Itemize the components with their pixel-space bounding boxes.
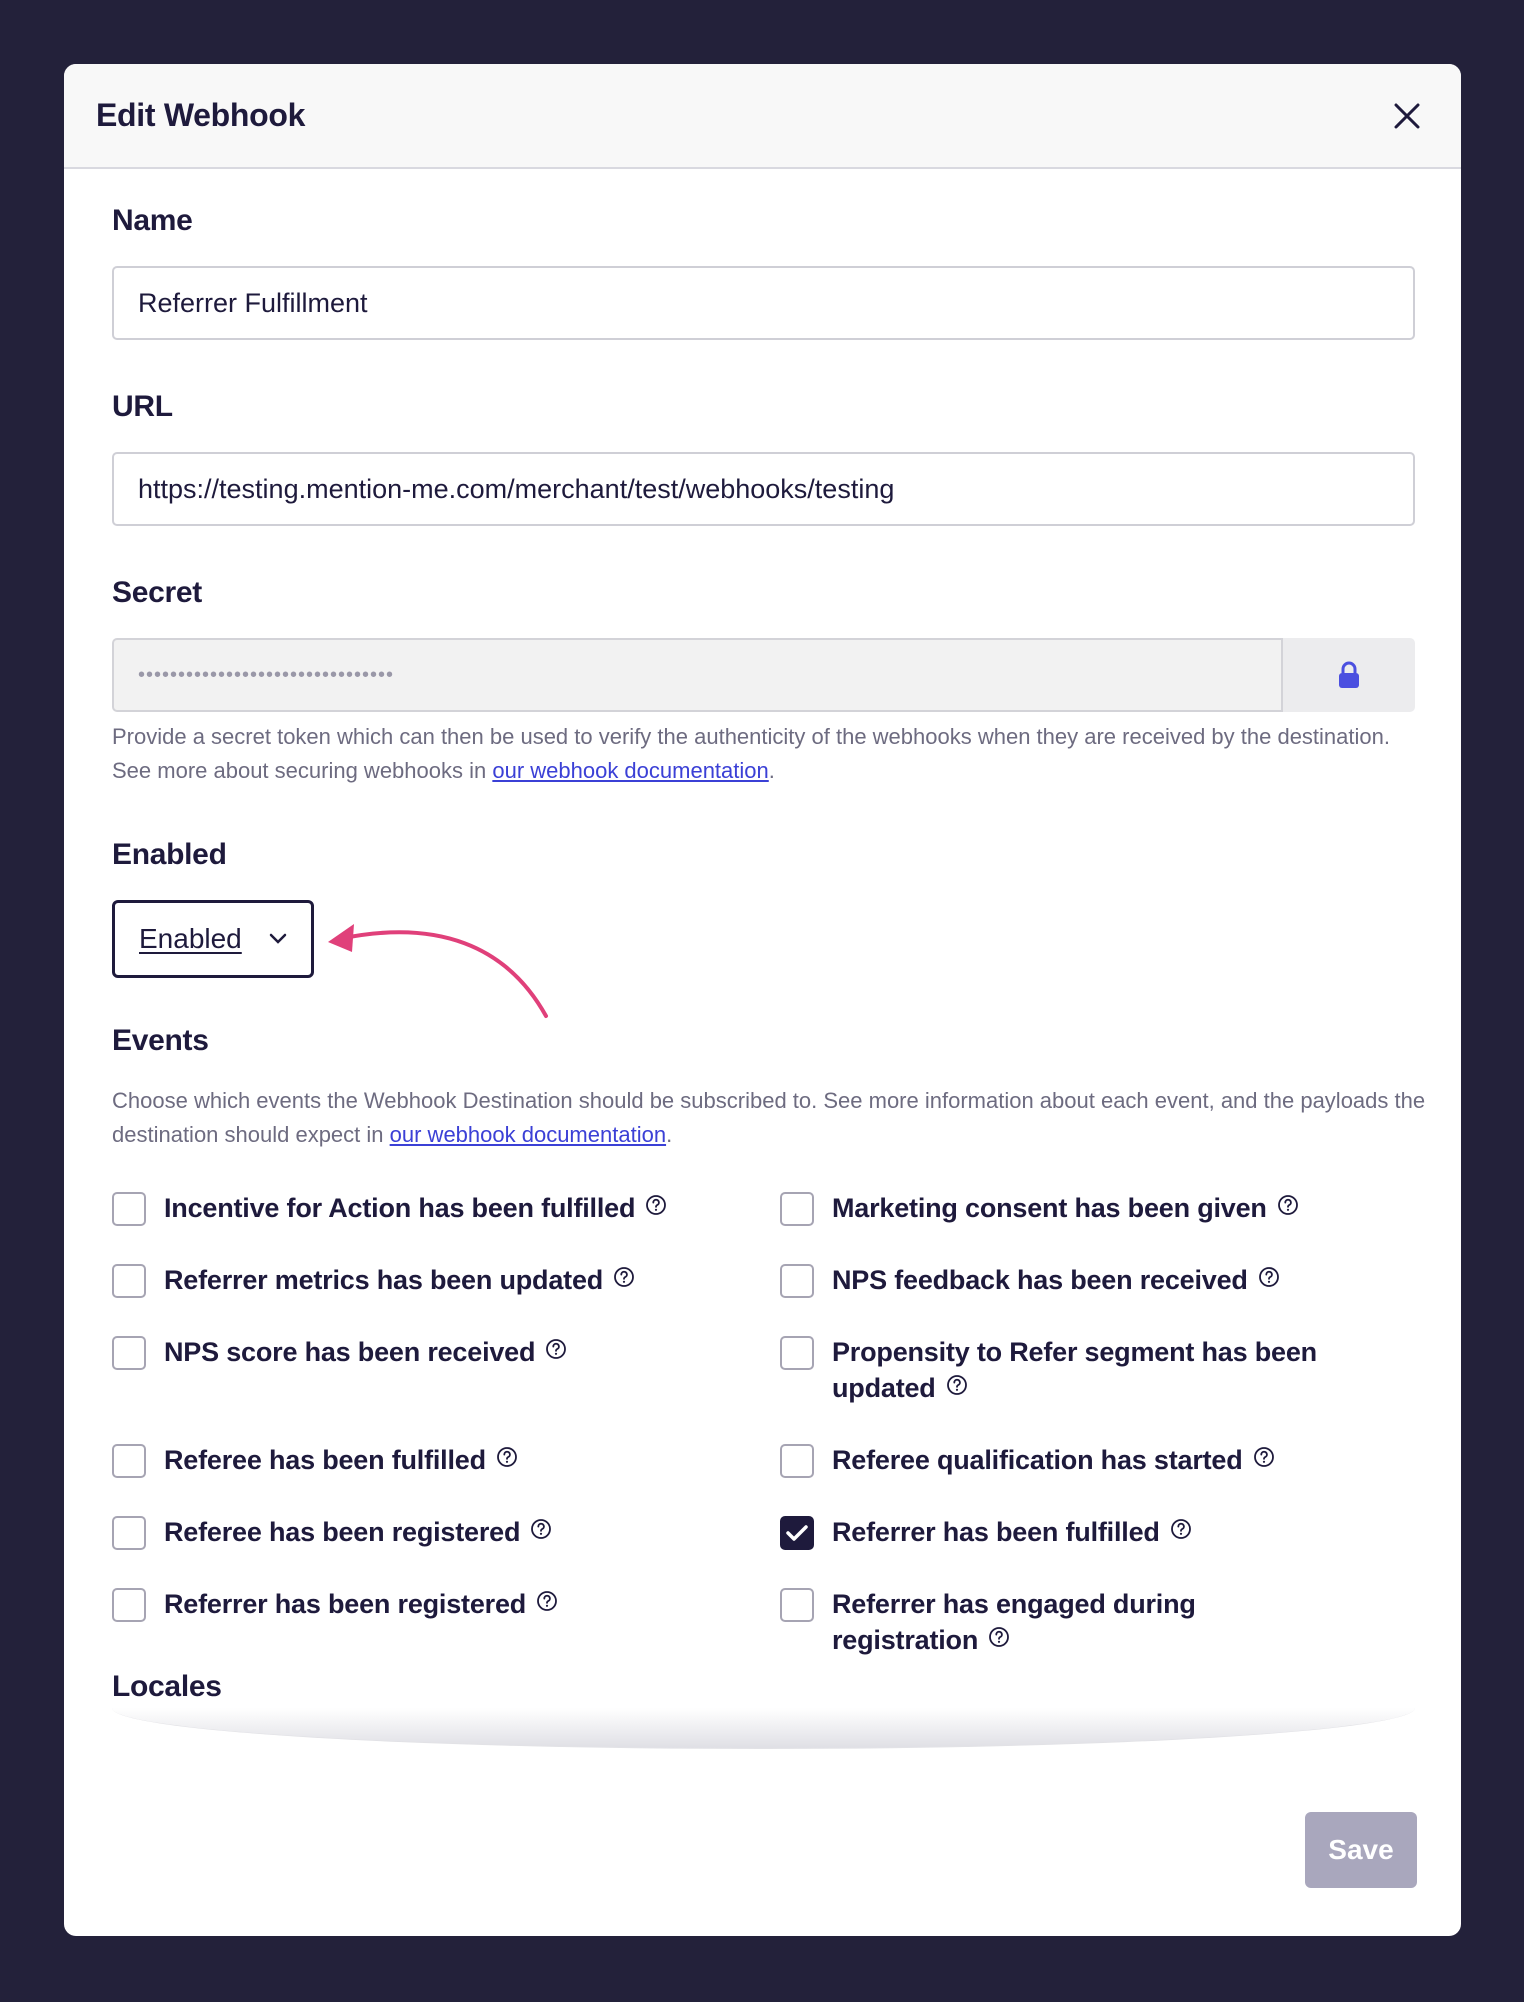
secret-help-body: Provide a secret token which can then be used to verify the authenticity of the webhooks when they are received by the destination. See more about securing webhooks in (112, 724, 1390, 783)
close-icon (1393, 102, 1421, 130)
help-circle-icon[interactable] (545, 1333, 567, 1369)
enabled-select-value: Enabled (139, 923, 242, 954)
help-circle-icon[interactable] (1253, 1441, 1275, 1477)
checkmark-icon (786, 1524, 808, 1542)
event-label[interactable] (832, 1262, 1280, 1298)
event-option[interactable] (112, 1586, 558, 1622)
secret-help-text (112, 720, 1432, 788)
enabled-label: Enabled (112, 838, 227, 871)
enabled-select[interactable] (112, 900, 314, 978)
event-checkbox[interactable] (780, 1588, 814, 1622)
event-label-text: Referee has been fulfilled (164, 1445, 486, 1475)
event-label-text: Referrer has been registered (164, 1589, 527, 1619)
url-label: URL (112, 390, 173, 423)
events-help-link[interactable]: our webhook documentation (389, 1122, 667, 1147)
events-label: Events (112, 1024, 209, 1057)
annotation-arrow (316, 894, 616, 1034)
event-option[interactable] (112, 1190, 667, 1226)
event-option[interactable] (780, 1190, 1299, 1226)
event-label[interactable] (164, 1586, 558, 1622)
help-circle-icon[interactable] (613, 1261, 635, 1297)
event-label[interactable] (832, 1334, 1340, 1406)
event-checkbox[interactable] (780, 1192, 814, 1226)
help-circle-icon[interactable] (536, 1585, 558, 1621)
help-circle-icon[interactable] (645, 1189, 667, 1225)
event-option[interactable] (780, 1262, 1280, 1298)
modal-title: Edit Webhook (96, 97, 306, 133)
event-checkbox[interactable] (112, 1192, 146, 1226)
edit-webhook-modal (64, 64, 1461, 1936)
event-checkbox[interactable] (780, 1264, 814, 1298)
event-label[interactable] (832, 1586, 1340, 1658)
events-help-text (112, 1084, 1432, 1152)
event-label-text: Propensity to Refer segment has been updated (832, 1337, 1317, 1403)
event-label[interactable] (164, 1442, 518, 1478)
secret-label: Secret (112, 576, 202, 609)
event-label-text: Incentive for Action has been fulfilled (164, 1193, 636, 1223)
event-option[interactable] (112, 1262, 635, 1298)
event-label-text: Referrer has been fulfilled (832, 1517, 1160, 1547)
event-checkbox[interactable] (112, 1264, 146, 1298)
close-button[interactable] (1385, 94, 1429, 138)
event-checkbox[interactable] (780, 1336, 814, 1370)
secret-lock-button[interactable] (1283, 638, 1415, 712)
lock-icon (1337, 660, 1361, 690)
help-circle-icon[interactable] (1258, 1261, 1280, 1297)
event-label-text: Referee has been registered (164, 1517, 521, 1547)
event-checkbox[interactable] (780, 1444, 814, 1478)
event-option[interactable] (112, 1442, 518, 1478)
secret-field (112, 638, 1415, 712)
event-checkbox[interactable] (112, 1444, 146, 1478)
events-help-body: Choose which events the Webhook Destination should be subscribed to. See more information about each event, and the payloads the destination should expect in (112, 1088, 1426, 1147)
save-button[interactable]: Save (1305, 1812, 1417, 1888)
event-label[interactable] (164, 1514, 552, 1550)
url-input[interactable]: https://testing.mention-me.com/merchant/test/webhooks/testing (112, 452, 1415, 526)
help-circle-icon[interactable] (988, 1621, 1010, 1657)
event-option[interactable] (780, 1442, 1275, 1478)
secret-help-link[interactable]: our webhook documentation (492, 758, 769, 783)
event-label[interactable] (164, 1190, 667, 1226)
event-label-text: Marketing consent has been given (832, 1193, 1267, 1223)
name-input[interactable]: Referrer Fulfillment (112, 266, 1415, 340)
event-label-text: Referrer has engaged during registration (832, 1589, 1196, 1655)
modal-header (64, 64, 1461, 169)
event-label[interactable] (832, 1190, 1299, 1226)
events-help-end: . (666, 1122, 673, 1147)
event-option[interactable] (112, 1334, 567, 1370)
event-label-text: NPS score has been received (164, 1337, 536, 1367)
event-label[interactable] (832, 1514, 1192, 1550)
name-label: Name (112, 204, 193, 237)
event-checkbox[interactable] (112, 1588, 146, 1622)
event-label-text: Referrer metrics has been updated (164, 1265, 604, 1295)
event-label[interactable] (164, 1334, 567, 1370)
help-circle-icon[interactable] (1277, 1189, 1299, 1225)
help-circle-icon[interactable] (1170, 1513, 1192, 1549)
help-circle-icon[interactable] (530, 1513, 552, 1549)
help-circle-icon[interactable] (496, 1441, 518, 1477)
secret-help-end: . (768, 758, 775, 783)
event-label-text: NPS feedback has been received (832, 1265, 1248, 1295)
event-option[interactable] (780, 1334, 1340, 1406)
event-option[interactable] (780, 1514, 1192, 1550)
secret-input[interactable]: •••••••••••••••••••••••••••••••• (112, 638, 1283, 712)
help-circle-icon[interactable] (946, 1369, 968, 1405)
event-label[interactable] (164, 1262, 635, 1298)
locales-label: Locales (112, 1670, 222, 1703)
event-checkbox[interactable] (112, 1336, 146, 1370)
event-checkbox[interactable] (112, 1516, 146, 1550)
event-option[interactable] (780, 1586, 1340, 1658)
event-checkbox[interactable] (780, 1516, 814, 1550)
event-option[interactable] (112, 1514, 552, 1550)
chevron-down-icon (269, 933, 287, 945)
event-label[interactable] (832, 1442, 1275, 1478)
scroll-shadow (112, 1708, 1415, 1749)
event-label-text: Referee qualification has started (832, 1445, 1243, 1475)
